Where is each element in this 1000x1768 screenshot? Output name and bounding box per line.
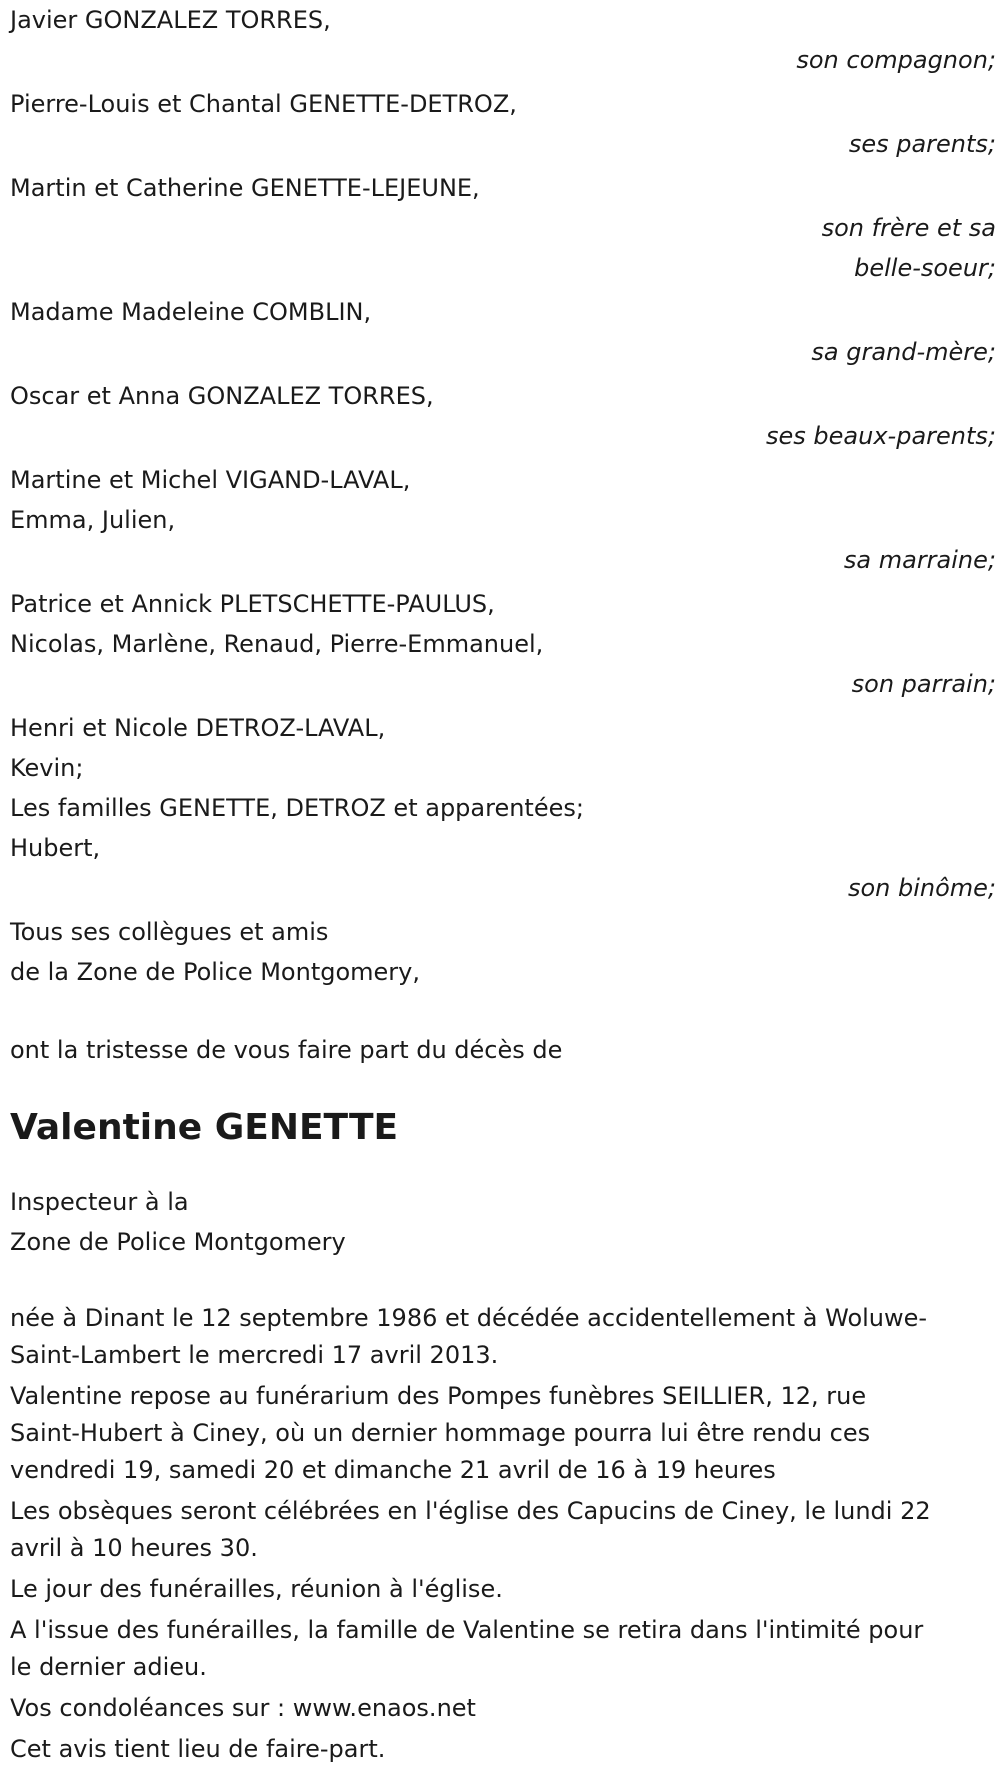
mourner-line: Les familles GENETTE, DETROZ et apparentées; [10, 794, 584, 822]
meeting-paragraph: Le jour des funérailles, réunion à l'église. [10, 1575, 503, 1603]
mourner-line: Nicolas, Marlène, Renaud, Pierre-Emmanuel, [10, 630, 544, 658]
mourner-role: belle-soeur; [854, 254, 996, 282]
mourner-line: Henri et Nicole DETROZ-LAVAL, [10, 714, 386, 742]
deceased-name: Valentine GENETTE [10, 1107, 399, 1148]
occupation-line: Zone de Police Montgomery [10, 1228, 346, 1256]
funeral-paragraph: Les obsèques seront célébrées en l'église des Capucins de Ciney, le lundi 22 avril à 10 heures 30. [10, 1497, 931, 1562]
mourner-line: Hubert, [10, 834, 101, 862]
mourner-line: Pierre-Louis et Chantal GENETTE-DETROZ, [10, 90, 517, 118]
mourner-role: son compagnon; [796, 46, 996, 74]
birth-death-paragraph: née à Dinant le 12 septembre 1986 et décédée accidentellement à Woluwe-Saint-Lambert le mercredi 17 avril 2013. [10, 1304, 928, 1369]
mourner-role: ses beaux-parents; [766, 422, 996, 450]
farewell-paragraph: A l'issue des funérailles, la famille de Valentine se retira dans l'intimité pour le dernier adieu. [10, 1616, 924, 1681]
mourner-line: de la Zone de Police Montgomery, [10, 958, 420, 986]
mourner-role: ses parents; [848, 130, 996, 158]
announcement-text: ont la tristesse de vous faire part du décès de [10, 1036, 563, 1064]
condolences-paragraph: Vos condoléances sur : www.enaos.net [10, 1694, 476, 1722]
notice-paragraph: Cet avis tient lieu de faire-part. [10, 1735, 386, 1763]
mourner-line: Emma, Julien, [10, 506, 176, 534]
mourner-line: Tous ses collègues et amis [10, 918, 329, 946]
occupation-line: Inspecteur à la [10, 1188, 189, 1216]
mourner-role: son binôme; [847, 874, 996, 902]
mourner-line: Martin et Catherine GENETTE-LEJEUNE, [10, 174, 480, 202]
mourner-line: Patrice et Annick PLETSCHETTE-PAULUS, [10, 590, 495, 618]
mourner-line: Martine et Michel VIGAND-LAVAL, [10, 466, 411, 494]
mourner-line: Oscar et Anna GONZALEZ TORRES, [10, 382, 434, 410]
mourner-line: Madame Madeleine COMBLIN, [10, 298, 372, 326]
funerarium-paragraph: Valentine repose au funérarium des Pompes funèbres SEILLIER, 12, rue Saint-Hubert à Ciney, où un dernier hommage pourra lui être rendu ces vendredi 19, samedi 20 et dimanche 21 avril de 16 à 19 heures [10, 1382, 871, 1484]
mourner-role: sa marraine; [843, 546, 996, 574]
mourner-line: Javier GONZALEZ TORRES, [10, 6, 331, 34]
mourner-line: Kevin; [10, 754, 84, 782]
mourner-role: son frère et sa [821, 214, 996, 242]
mourner-role: son parrain; [851, 670, 996, 698]
mourner-role: sa grand-mère; [811, 338, 996, 366]
